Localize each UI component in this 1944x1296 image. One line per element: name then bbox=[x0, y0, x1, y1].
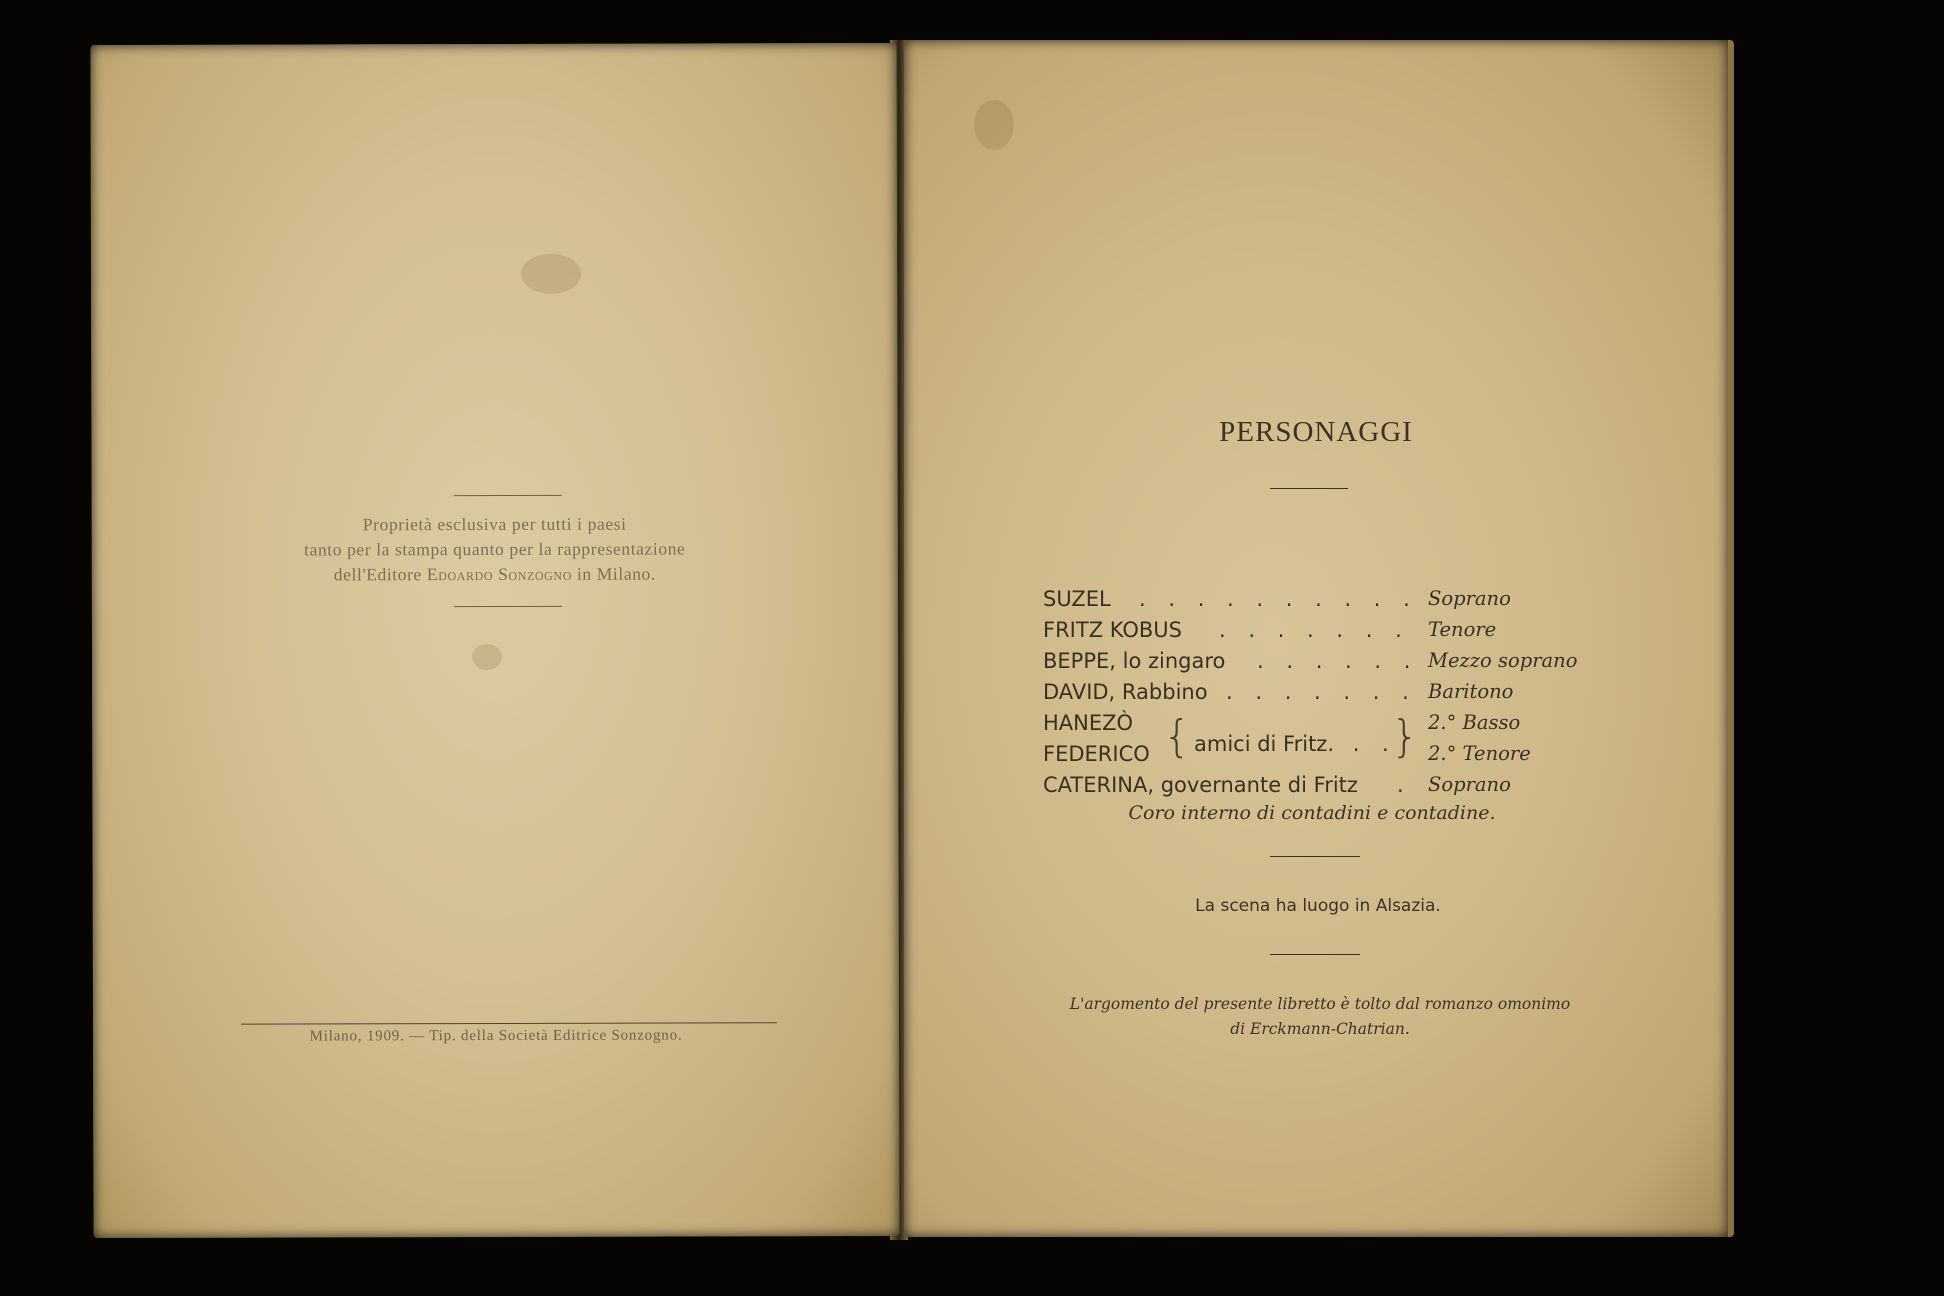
voice-type: Soprano bbox=[1428, 587, 1511, 610]
copyright-notice bbox=[92, 511, 898, 588]
group-label: amici di Fritz. bbox=[1194, 732, 1335, 756]
top-rule bbox=[454, 495, 562, 496]
group-dots: . . bbox=[1352, 732, 1397, 756]
leader-dots: . . . . . . bbox=[1257, 649, 1419, 673]
printer-imprint: Milano, 1909. — Tip. della Società Editrice Sonzogno. bbox=[309, 1027, 683, 1045]
voice-type: Mezzo soprano bbox=[1428, 649, 1578, 672]
voice-type: Tenore bbox=[1428, 618, 1497, 641]
leader-dots: . . . . . . . bbox=[1226, 680, 1417, 704]
character-name: CATERINA, governante di Fritz bbox=[1043, 773, 1358, 797]
setting-note: La scena ha luogo in Alsazia. bbox=[1195, 896, 1441, 916]
voice-type: 2.° Tenore bbox=[1428, 742, 1531, 765]
stain bbox=[521, 254, 581, 294]
voice-type: Soprano bbox=[1428, 773, 1511, 796]
source-note-line-2: di Erckmann-Chatrian. bbox=[1230, 1020, 1410, 1038]
right-page bbox=[904, 40, 1734, 1237]
character-name: FEDERICO bbox=[1043, 742, 1150, 766]
page-title: PERSONAGGI bbox=[1219, 416, 1413, 448]
right-brace: } bbox=[1391, 711, 1419, 762]
group-label-row bbox=[1194, 732, 1397, 763]
character-name: BEPPE, lo zingaro bbox=[1043, 649, 1226, 673]
divider-rule bbox=[1270, 954, 1360, 955]
copyright-line-1: Proprietà esclusiva per tutti i paesi bbox=[362, 513, 627, 535]
character-name: DAVID, Rabbino bbox=[1043, 680, 1208, 704]
leader-dots: . bbox=[1397, 773, 1412, 797]
left-page bbox=[90, 43, 899, 1238]
character-name: SUZEL bbox=[1043, 587, 1111, 611]
voice-type: Baritono bbox=[1428, 680, 1514, 703]
publisher-city: in Milano. bbox=[576, 563, 656, 584]
character-name: HANEZÒ bbox=[1043, 711, 1134, 735]
copyright-line-3 bbox=[92, 561, 898, 588]
publisher-name: Edoardo Sonzogno bbox=[426, 563, 572, 585]
copyright-line-2: tanto per la stampa quanto per la rappresentazione bbox=[304, 538, 686, 560]
leader-dots: . . . . . . . bbox=[1219, 618, 1410, 642]
leader-dots: . . . . . . . . . . bbox=[1139, 587, 1418, 611]
imprint-rule bbox=[241, 1022, 777, 1024]
character-name: FRITZ KOBUS bbox=[1043, 618, 1183, 642]
source-note-line-1: L'argomento del presente libretto è tolto dal romanzo omonimo bbox=[1069, 995, 1571, 1013]
stain bbox=[472, 644, 502, 670]
title-rule bbox=[1270, 488, 1348, 489]
bottom-rule bbox=[454, 606, 562, 607]
chorus-note: Coro interno di contadini e contadine. bbox=[1128, 802, 1496, 824]
voice-type: 2.° Basso bbox=[1428, 711, 1521, 734]
publisher-prefix: dell'Editore bbox=[333, 564, 422, 585]
left-brace: { bbox=[1163, 711, 1191, 762]
divider-rule bbox=[1270, 856, 1360, 857]
stain bbox=[974, 100, 1014, 150]
